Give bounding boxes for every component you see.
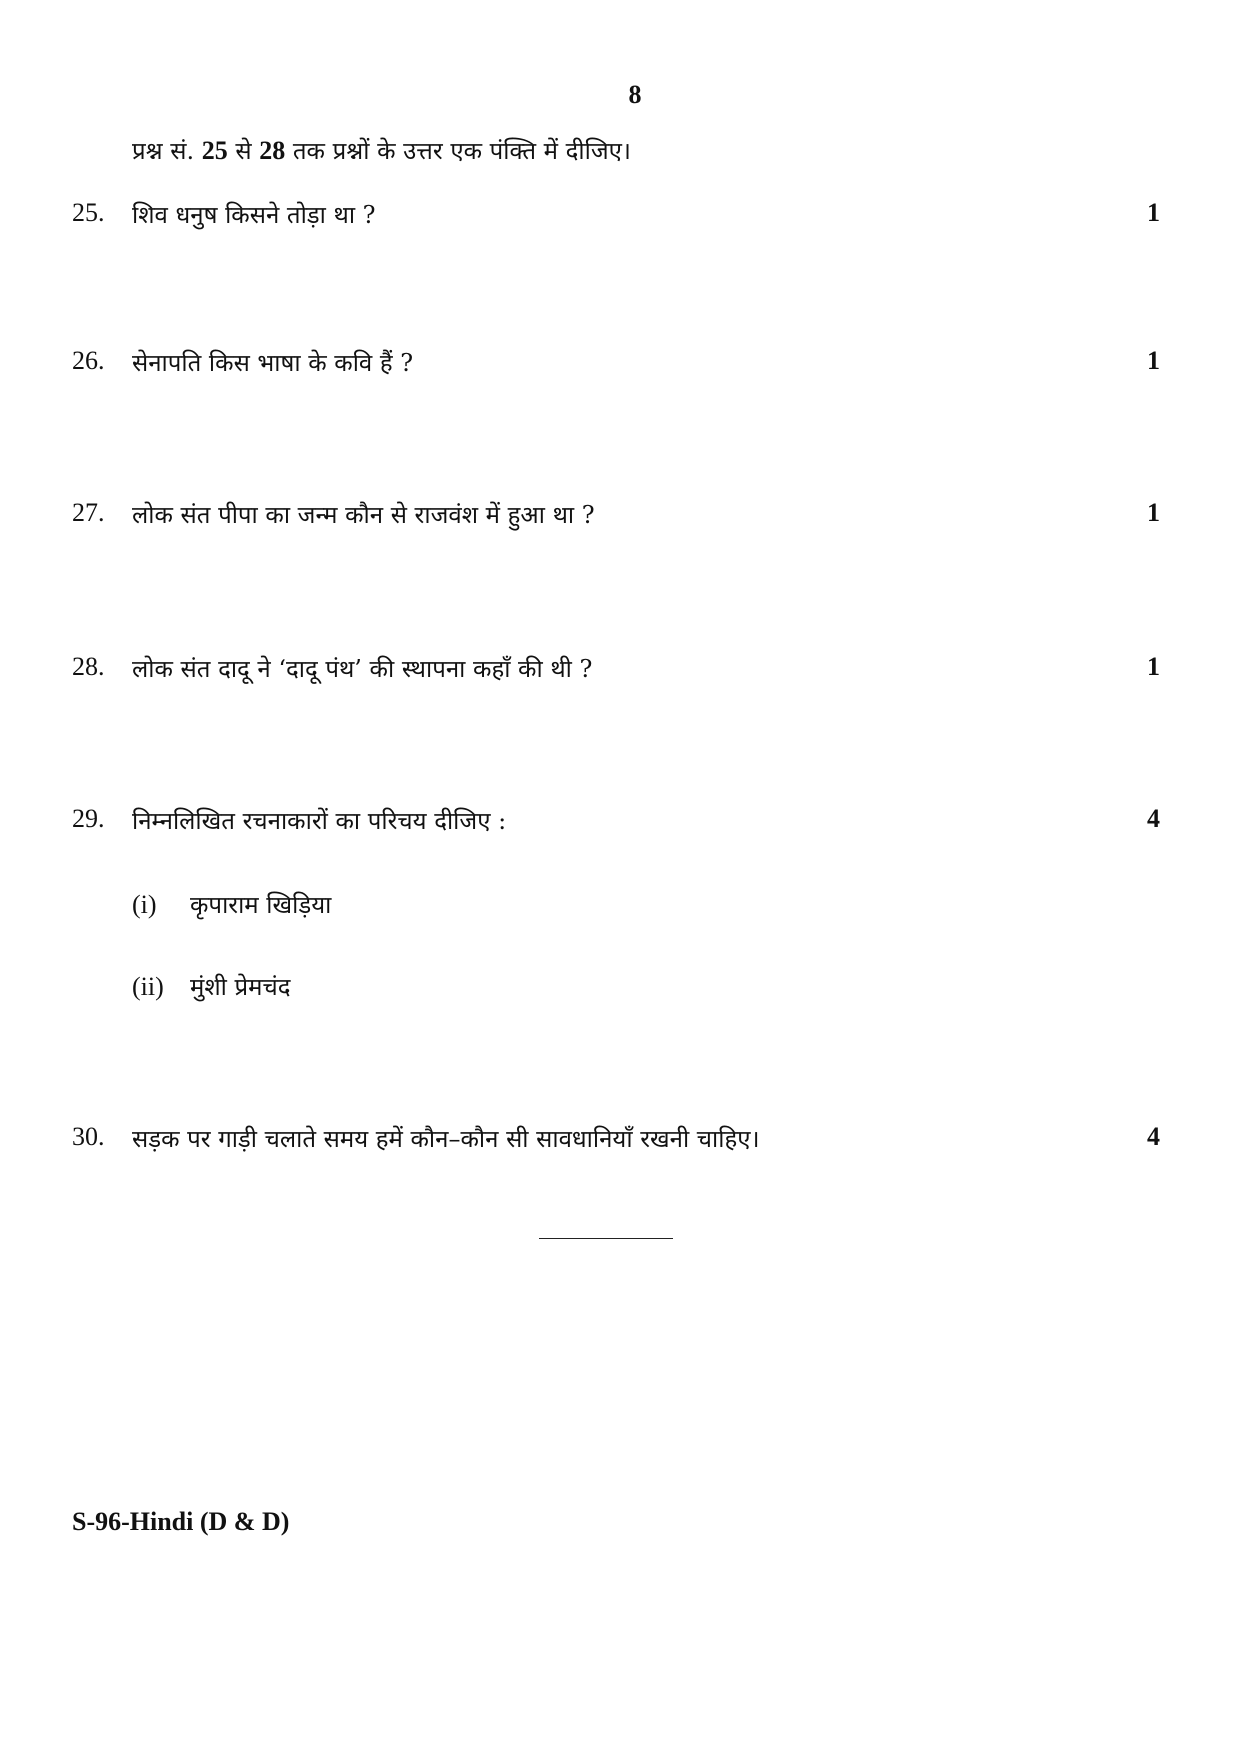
sub-item-label: (ii) bbox=[132, 972, 164, 1001]
question-text: सड़क पर गाड़ी चलाते समय हमें कौन–कौन सी सावधानियाँ रखनी चाहिए। bbox=[132, 1125, 760, 1153]
question-number: 25. bbox=[72, 198, 105, 227]
question-number: 29. bbox=[72, 804, 105, 833]
question-number: 28. bbox=[72, 652, 105, 681]
question-25 bbox=[0, 198, 1241, 238]
footer-code: S-96-Hindi (D & D) bbox=[72, 1507, 290, 1536]
question-marks: 1 bbox=[1147, 652, 1160, 681]
sub-item-i bbox=[132, 888, 331, 928]
question-number: 30. bbox=[72, 1122, 105, 1151]
question-30 bbox=[0, 1122, 1241, 1162]
instruction bbox=[132, 134, 631, 167]
question-27 bbox=[0, 498, 1241, 538]
question-marks: 4 bbox=[1147, 1122, 1160, 1151]
instruction-mid: से bbox=[227, 137, 260, 165]
sub-item-text: मुंशी प्रेमचंद bbox=[190, 973, 291, 1001]
question-text: निम्नलिखित रचनाकारों का परिचय दीजिए : bbox=[132, 807, 507, 835]
question-number: 27. bbox=[72, 498, 105, 527]
sub-item-text: कृपाराम खिड़िया bbox=[190, 891, 332, 919]
sub-item-label: (i) bbox=[132, 890, 157, 919]
page-number: 8 bbox=[628, 80, 642, 109]
question-29 bbox=[0, 804, 1241, 844]
end-rule bbox=[539, 1238, 673, 1239]
question-text: सेनापति किस भाषा के कवि हैं ? bbox=[132, 349, 414, 377]
question-marks: 4 bbox=[1147, 804, 1160, 833]
question-28 bbox=[0, 652, 1241, 692]
question-number: 26. bbox=[72, 346, 105, 375]
instruction-to: 28 bbox=[259, 136, 286, 165]
question-text: शिव धनुष किसने तोड़ा था ? bbox=[132, 201, 376, 229]
sub-item-ii bbox=[132, 970, 291, 1010]
question-26 bbox=[0, 346, 1241, 386]
instruction-prefix: प्रश्न सं. bbox=[132, 137, 202, 165]
question-marks: 1 bbox=[1147, 498, 1160, 527]
instruction-from: 25 bbox=[201, 136, 228, 165]
question-marks: 1 bbox=[1147, 346, 1160, 375]
question-text: लोक संत पीपा का जन्म कौन से राजवंश में हुआ था ? bbox=[132, 501, 595, 529]
question-marks: 1 bbox=[1147, 198, 1160, 227]
question-text: लोक संत दादू ने ‘दादू पंथ’ की स्थापना कहाँ की थी ? bbox=[132, 655, 593, 683]
instruction-suffix: तक प्रश्नों के उत्तर एक पंक्ति में दीजिए। bbox=[285, 137, 632, 165]
